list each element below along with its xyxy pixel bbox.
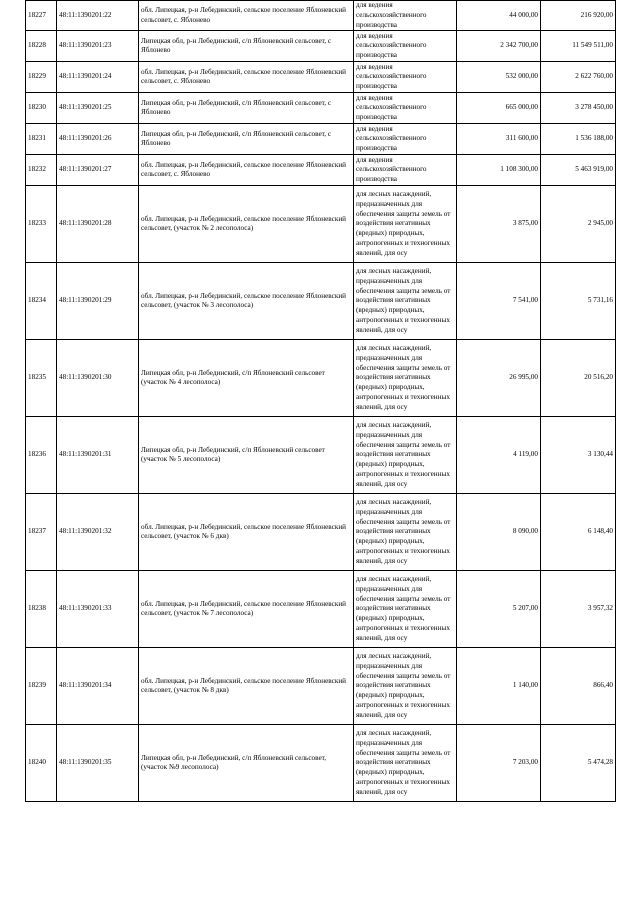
cadastral-value-cell: 20 516,20 bbox=[541, 340, 616, 417]
cadastral-number-cell: 48:11:1390201:29 bbox=[57, 263, 139, 340]
row-number-cell: 18228 bbox=[26, 31, 57, 62]
cadastral-value-cell: 1 536 188,00 bbox=[541, 124, 616, 155]
area-cell: 2 342 700,00 bbox=[457, 31, 541, 62]
cadastral-number-cell: 48:11:1390201:22 bbox=[57, 1, 139, 31]
address-cell: Липецкая обл, р-н Лебединский, с/п Яблоневский сельсовет (участок № 4 лесополоса) bbox=[139, 340, 354, 417]
permitted-use-cell: для лесных насаждений, предназначенных для обеспечения защиты земель от воздействия негативных (вредных) природных, антропогенных и техногенных явлений, для осу bbox=[354, 648, 457, 725]
permitted-use-cell: для ведения сельскохозяйственного производства bbox=[354, 124, 457, 155]
area-cell: 5 207,00 bbox=[457, 571, 541, 648]
row-number-cell: 18239 bbox=[26, 648, 57, 725]
row-number-cell: 18232 bbox=[26, 155, 57, 186]
table-row bbox=[26, 124, 616, 155]
permitted-use-cell: для ведения сельскохозяйственного производства bbox=[354, 62, 457, 93]
cadastral-value-cell: 3 278 450,00 bbox=[541, 93, 616, 124]
area-cell: 7 541,00 bbox=[457, 263, 541, 340]
area-cell: 3 875,00 bbox=[457, 186, 541, 263]
address-cell: Липецкая обл, р-н Лебединский, с/п Яблоневский сельсовет, (участок №9 лесополоса) bbox=[139, 725, 354, 802]
cadastral-value-cell: 866,40 bbox=[541, 648, 616, 725]
area-cell: 665 000,00 bbox=[457, 93, 541, 124]
address-cell: Липецкая обл, р-н Лебединский, с/п Яблоневский сельсовет, с Яблонево bbox=[139, 93, 354, 124]
permitted-use-cell: для лесных насаждений, предназначенных для обеспечения защиты земель от воздействия негативных (вредных) природных, антропогенных и техногенных явлений, для осу bbox=[354, 494, 457, 571]
cadastral-value-cell: 2 622 760,00 bbox=[541, 62, 616, 93]
permitted-use-cell: для ведения сельскохозяйственного производства bbox=[354, 31, 457, 62]
permitted-use-cell: для ведения сельскохозяйственного производства bbox=[354, 155, 457, 186]
area-cell: 311 600,00 bbox=[457, 124, 541, 155]
cadastral-number-cell: 48:11:1390201:24 bbox=[57, 62, 139, 93]
table-row bbox=[26, 417, 616, 494]
area-cell: 44 000,00 bbox=[457, 1, 541, 31]
address-cell: обл. Липецкая, р-н Лебединский, сельское поселение Яблоневский сельсовет, (участок № 8 дкв) bbox=[139, 648, 354, 725]
area-cell: 4 119,00 bbox=[457, 417, 541, 494]
cadastral-value-cell: 6 148,40 bbox=[541, 494, 616, 571]
cadastral-value-cell: 5 474,28 bbox=[541, 725, 616, 802]
cadastral-number-cell: 48:11:1390201:27 bbox=[57, 155, 139, 186]
cadastral-number-cell: 48:11:1390201:34 bbox=[57, 648, 139, 725]
address-cell: обл. Липецкая, р-н Лебединский, сельское поселение Яблоневский сельсовет, с. Яблонево bbox=[139, 1, 354, 31]
table-row bbox=[26, 62, 616, 93]
row-number-cell: 18236 bbox=[26, 417, 57, 494]
row-number-cell: 18229 bbox=[26, 62, 57, 93]
permitted-use-cell: для лесных насаждений, предназначенных для обеспечения защиты земель от воздействия негативных (вредных) природных, антропогенных и техногенных явлений, для осу bbox=[354, 417, 457, 494]
address-cell: обл. Липецкая, р-н Лебединский, сельское поселение Яблоневский сельсовет, с. Яблонево bbox=[139, 62, 354, 93]
row-number-cell: 18235 bbox=[26, 340, 57, 417]
address-cell: Липецкая обл, р-н Лебединский, с/п Яблоневский сельсовет (участок № 5 лесополоса) bbox=[139, 417, 354, 494]
permitted-use-cell: для лесных насаждений, предназначенных для обеспечения защиты земель от воздействия негативных (вредных) природных, антропогенных и техногенных явлений, для осу bbox=[354, 571, 457, 648]
cadastral-value-cell: 5 731,16 bbox=[541, 263, 616, 340]
land-registry-table bbox=[25, 0, 616, 802]
cadastral-number-cell: 48:11:1390201:26 bbox=[57, 124, 139, 155]
table-body bbox=[26, 1, 616, 802]
address-cell: обл. Липецкая, р-н Лебединский, сельское поселение Яблоневский сельсовет, с. Яблонево bbox=[139, 155, 354, 186]
cadastral-number-cell: 48:11:1390201:25 bbox=[57, 93, 139, 124]
table-row bbox=[26, 571, 616, 648]
area-cell: 1 108 300,00 bbox=[457, 155, 541, 186]
permitted-use-cell: для лесных насаждений, предназначенных для обеспечения защиты земель от воздействия негативных (вредных) природных, антропогенных и техногенных явлений, для осу bbox=[354, 263, 457, 340]
cadastral-number-cell: 48:11:1390201:28 bbox=[57, 186, 139, 263]
cadastral-number-cell: 48:11:1390201:31 bbox=[57, 417, 139, 494]
cadastral-number-cell: 48:11:1390201:32 bbox=[57, 494, 139, 571]
area-cell: 26 995,00 bbox=[457, 340, 541, 417]
permitted-use-cell: для лесных насаждений, предназначенных для обеспечения защиты земель от воздействия негативных (вредных) природных, антропогенных и техногенных явлений, для осу bbox=[354, 340, 457, 417]
row-number-cell: 18231 bbox=[26, 124, 57, 155]
cadastral-value-cell: 11 549 511,00 bbox=[541, 31, 616, 62]
table-row bbox=[26, 340, 616, 417]
table-row bbox=[26, 725, 616, 802]
row-number-cell: 18230 bbox=[26, 93, 57, 124]
cadastral-value-cell: 3 957,32 bbox=[541, 571, 616, 648]
cadastral-number-cell: 48:11:1390201:35 bbox=[57, 725, 139, 802]
address-cell: Липецкая обл, р-н Лебединский, с/п Яблоневский сельсовет, с Яблонево bbox=[139, 31, 354, 62]
table-row bbox=[26, 155, 616, 186]
cadastral-number-cell: 48:11:1390201:23 bbox=[57, 31, 139, 62]
cadastral-value-cell: 3 130,44 bbox=[541, 417, 616, 494]
permitted-use-cell: для лесных насаждений, предназначенных для обеспечения защиты земель от воздействия негативных (вредных) природных, антропогенных и техногенных явлений, для осу bbox=[354, 725, 457, 802]
area-cell: 1 140,00 bbox=[457, 648, 541, 725]
cadastral-value-cell: 5 463 919,00 bbox=[541, 155, 616, 186]
permitted-use-cell: для ведения сельскохозяйственного производства bbox=[354, 93, 457, 124]
table-row bbox=[26, 1, 616, 31]
area-cell: 532 000,00 bbox=[457, 62, 541, 93]
row-number-cell: 18227 bbox=[26, 1, 57, 31]
table-row bbox=[26, 31, 616, 62]
permitted-use-cell: для ведения сельскохозяйственного производства bbox=[354, 1, 457, 31]
address-cell: Липецкая обл, р-н Лебединский, с/п Яблоневский сельсовет, с Яблонево bbox=[139, 124, 354, 155]
row-number-cell: 18234 bbox=[26, 263, 57, 340]
cadastral-value-cell: 2 945,00 bbox=[541, 186, 616, 263]
row-number-cell: 18238 bbox=[26, 571, 57, 648]
row-number-cell: 18237 bbox=[26, 494, 57, 571]
table-row bbox=[26, 494, 616, 571]
table-row bbox=[26, 263, 616, 340]
row-number-cell: 18233 bbox=[26, 186, 57, 263]
table-row bbox=[26, 93, 616, 124]
permitted-use-cell: для лесных насаждений, предназначенных для обеспечения защиты земель от воздействия негативных (вредных) природных, антропогенных и техногенных явлений, для осу bbox=[354, 186, 457, 263]
cadastral-number-cell: 48:11:1390201:33 bbox=[57, 571, 139, 648]
address-cell: обл. Липецкая, р-н Лебединский, сельское поселение Яблоневский сельсовет, (участок № 6 дкв) bbox=[139, 494, 354, 571]
address-cell: обл. Липецкая, р-н Лебединский, сельское поселение Яблоневский сельсовет, (участок № 3 лесополоса) bbox=[139, 263, 354, 340]
cadastral-number-cell: 48:11:1390201:30 bbox=[57, 340, 139, 417]
address-cell: обл. Липецкая, р-н Лебединский, сельское поселение Яблоневский сельсовет, (участок № 7 лесополоса) bbox=[139, 571, 354, 648]
area-cell: 8 090,00 bbox=[457, 494, 541, 571]
cadastral-value-cell: 216 920,00 bbox=[541, 1, 616, 31]
row-number-cell: 18240 bbox=[26, 725, 57, 802]
address-cell: обл. Липецкая, р-н Лебединский, сельское поселение Яблоневский сельсовет, (участок № 2 лесополоса) bbox=[139, 186, 354, 263]
table-row bbox=[26, 648, 616, 725]
area-cell: 7 203,00 bbox=[457, 725, 541, 802]
table-row bbox=[26, 186, 616, 263]
